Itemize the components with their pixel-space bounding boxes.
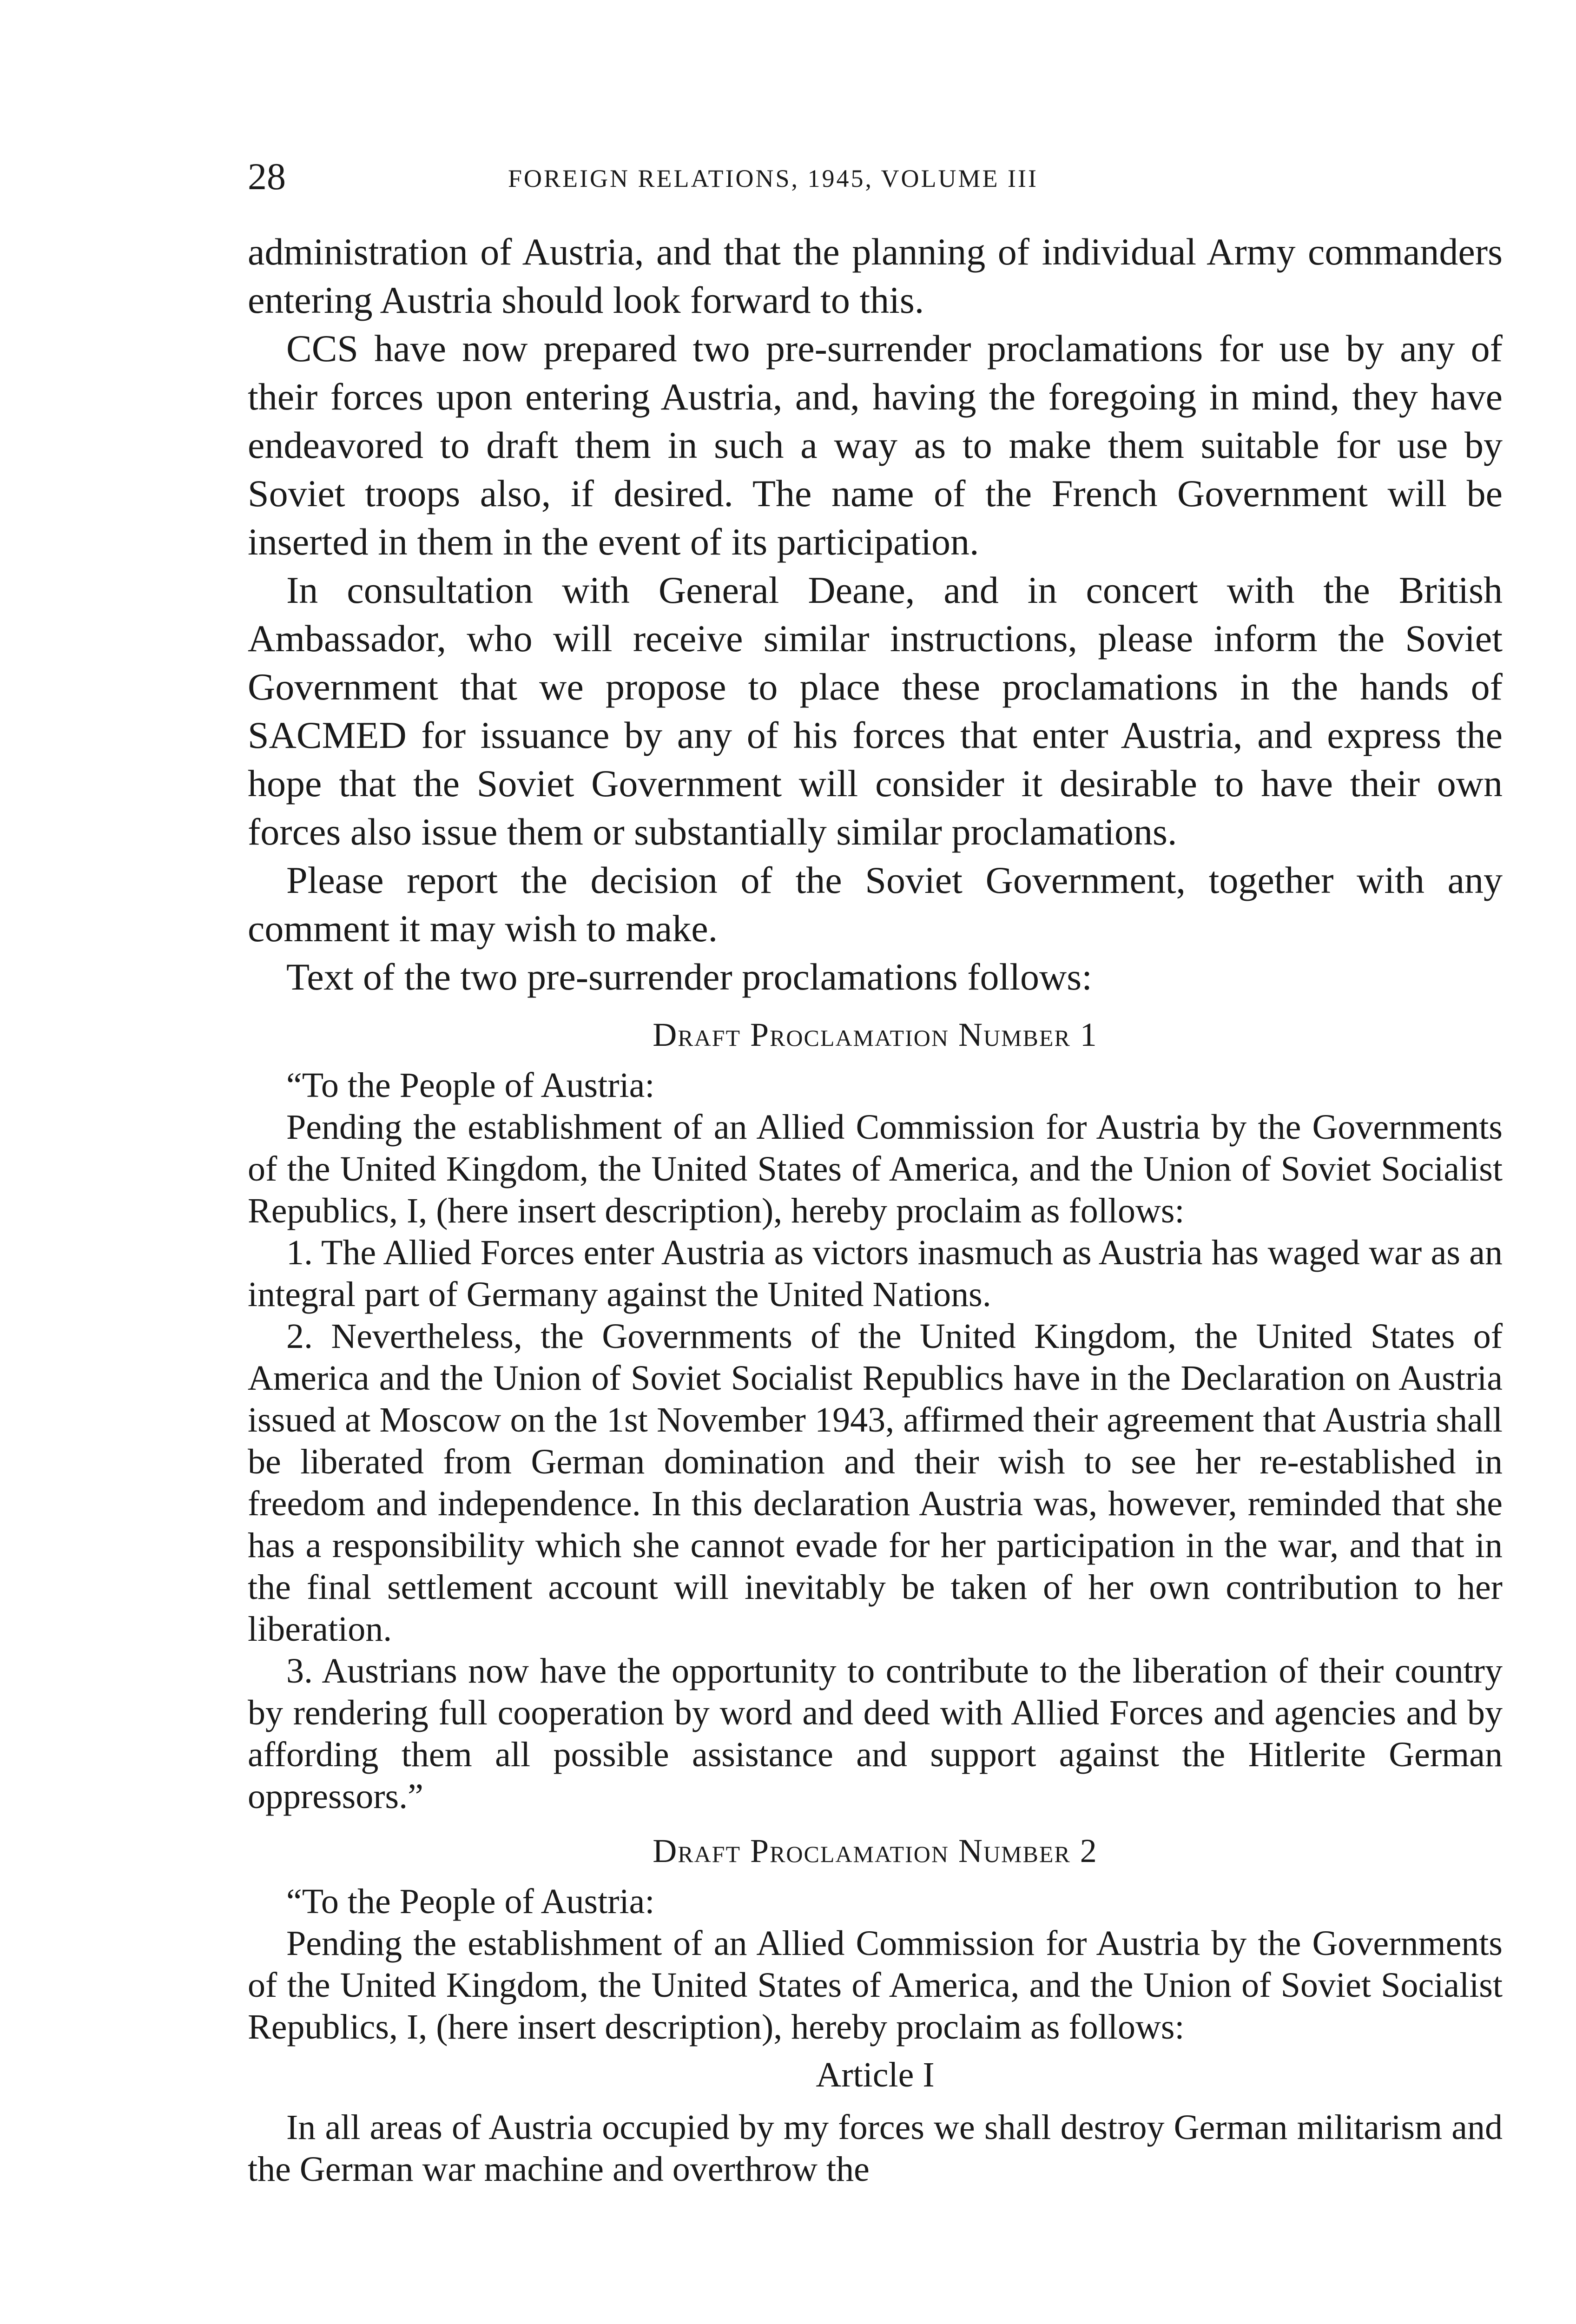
paragraph-consultation: In consultation with General Deane, and in concert with the British Ambassador, who will receive similar instructions, please inform the Soviet Government that we propose to place these proclamations in the hands of SACMED for issuance by any of his forces that enter Austria, and express the hope that the Soviet Government will consider it desirable to have their own forces also issue them or substantially similar proclamations. — [248, 569, 1503, 853]
proclamation-1-item-3: 3. Austrians now have the opportunity to contribute to the liberation of their country by rendering full cooperation by word and deed with Allied Forces and agencies and by affording them all possible assistance and support against the Hitlerite German oppressors.” — [248, 1651, 1503, 1816]
page-number: 28 — [248, 155, 286, 198]
running-head: FOREIGN RELATIONS, 1945, VOLUME III — [508, 165, 1038, 192]
proclamation-1-intro: Pending the establishment of an Allied Commission for Austria by the Governments of the United Kingdom, the United States of America, and the Union of Soviet Socialist Republics, I, (here insert description), hereby proclaim as follows: — [248, 1108, 1503, 1230]
paragraph-text-follows: Text of the two pre-surrender proclamations follows: — [286, 956, 1092, 998]
page-header — [248, 153, 1503, 209]
proclamation-1-item-2: 2. Nevertheless, the Governments of the United Kingdom, the United States of America and the Union of Soviet Socialist Republics have in the Declaration on Austria issued at Moscow on the 1st November 1943, affirmed their agreement that Austria shall be liberated from German domination and their wish to see her re-established in freedom and independence. In this declaration Austria was, however, reminded that she has a responsibility which she cannot evade for her participation in the war, and that in the final settlement account will inevitably be taken of her own contribution to her liberation. — [248, 1317, 1503, 1649]
paragraph-ccs-proclamations: CCS have now prepared two pre-surrender proclamations for use by any of their forces upon entering Austria, and, having the foregoing in mind, they have endeavored to draft them in such a way as to make them suitable for use by Soviet troops also, if desired. The name of the French Government will be inserted in them in the event of its participation. — [248, 327, 1503, 563]
proclamation-2-salutation: “To the People of Austria: — [286, 1882, 655, 1921]
proclamation-2-heading: Draft Proclamation Number 2 — [653, 1832, 1098, 1869]
paragraph-report-decision: Please report the decision of the Soviet Government, together with any comment it may wish to make. — [248, 859, 1503, 950]
paragraph-continuation: administration of Austria, and that the planning of individual Army commanders entering Austria should look forward to this. — [248, 231, 1503, 321]
article-1-heading: Article I — [816, 2055, 935, 2094]
article-1-text: In all areas of Austria occupied by my forces we shall destroy German militarism and the German war machine and overthrow the — [248, 2108, 1503, 2189]
proclamation-1-item-1: 1. The Allied Forces enter Austria as victors inasmuch as Austria has waged war as an integral part of Germany against the United Nations. — [248, 1233, 1503, 1314]
proclamation-1-salutation: “To the People of Austria: — [286, 1066, 655, 1105]
proclamation-1-heading: Draft Proclamation Number 1 — [653, 1016, 1098, 1053]
proclamation-2-intro: Pending the establishment of an Allied Commission for Austria by the Governments of the United Kingdom, the United States of America, and the Union of Soviet Socialist Republics, I, (here insert description), hereby proclaim as follows: — [248, 1924, 1503, 2047]
document-page — [248, 153, 1503, 2324]
